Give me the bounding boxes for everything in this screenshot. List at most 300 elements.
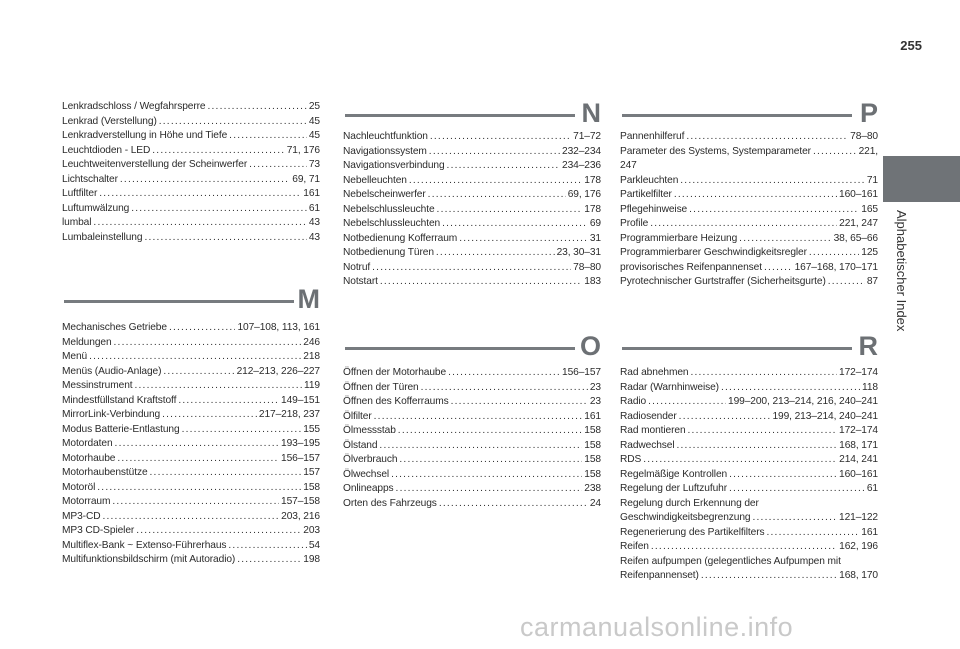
- index-entry: [62, 394, 320, 409]
- dot-leader: [228, 539, 306, 554]
- index-entry: [62, 539, 320, 554]
- index-term: Navigationsverbindung: [343, 160, 445, 171]
- index-page-ref: 118: [862, 381, 878, 393]
- index-entry: [343, 246, 601, 261]
- index-entry: [620, 261, 878, 276]
- index-entry: [620, 130, 878, 145]
- index-term: Notbedienung Kofferraum: [343, 232, 458, 244]
- index-term: Ölmessstab: [343, 425, 396, 436]
- index-term: Radwechsel: [620, 439, 675, 451]
- index-term: Menüs (Audio-Anlage): [62, 365, 162, 377]
- index-entry: [343, 366, 601, 381]
- index-page-ref: 125: [861, 247, 878, 258]
- index-entry: [62, 115, 320, 130]
- index-term: Luftfilter: [62, 188, 98, 199]
- dot-leader: [391, 468, 582, 483]
- index-term: Motordaten: [62, 438, 113, 449]
- dot-leader: [739, 232, 831, 247]
- dot-leader: [374, 410, 583, 425]
- dot-leader: [97, 481, 301, 496]
- index-term: Lichtschalter: [62, 173, 118, 185]
- index-page-ref: 38, 65–66: [833, 232, 878, 244]
- section-rule: [64, 300, 294, 303]
- dot-leader: [809, 246, 859, 261]
- index-page-ref: 156–157: [281, 452, 320, 464]
- index-entry: [62, 144, 320, 159]
- index-entry: [62, 495, 320, 510]
- index-page-ref: 218: [303, 351, 320, 362]
- index-page-ref: 168, 171: [839, 439, 878, 451]
- index-entry: [62, 408, 320, 423]
- index-page-ref: 25: [308, 101, 320, 112]
- index-page-ref: 167–168, 170–171: [794, 261, 878, 273]
- dot-leader: [451, 395, 588, 410]
- index-term: Regelmäßige Kontrollen: [620, 468, 728, 480]
- index-term: Menü: [62, 351, 88, 362]
- index-entry: [62, 202, 320, 217]
- index-entry: [62, 158, 320, 173]
- dot-leader: [677, 439, 838, 454]
- index-term: Messinstrument: [62, 380, 133, 391]
- index-entry: [343, 381, 601, 396]
- index-term: Parameter des Systems, Systemparameter: [620, 145, 811, 157]
- dot-leader: [229, 129, 307, 144]
- index-entry: [62, 365, 320, 380]
- dot-leader: [380, 275, 582, 290]
- index-term: Nebelschlussleuchten: [343, 218, 441, 229]
- dot-leader: [114, 336, 302, 351]
- index-page-ref: 234–236: [562, 160, 601, 171]
- index-page-ref: 69, 176: [567, 189, 601, 200]
- dot-leader: [442, 217, 588, 232]
- dot-leader: [163, 365, 234, 380]
- index-term: Pannenhilferuf: [620, 131, 685, 142]
- index-term: Mechanisches Getriebe: [62, 322, 167, 333]
- side-tab: [883, 156, 960, 202]
- index-page-ref: 193–195: [281, 438, 320, 449]
- index-entry: [620, 555, 878, 570]
- dot-leader: [152, 144, 284, 159]
- index-page-ref: 217–218, 237: [258, 409, 320, 420]
- index-page-ref: 203: [303, 525, 320, 536]
- dot-leader: [686, 130, 848, 145]
- index-term: Luftumwälzung: [62, 202, 130, 214]
- index-page-ref: 199, 213–214, 240–241: [772, 410, 878, 422]
- section-header-o: [343, 333, 601, 363]
- dot-leader: [828, 275, 865, 290]
- index-page-ref: 199–200, 213–214, 216, 240–241: [728, 396, 878, 407]
- index-term: Öffnen der Türen: [343, 381, 419, 393]
- section-letter: P: [859, 98, 878, 128]
- index-entry: [62, 466, 320, 481]
- index-term: Meldungen: [62, 336, 112, 348]
- index-term: Pflegehinweise: [620, 203, 688, 215]
- index-term: Programmierbarer Geschwindigkeitsregler: [620, 247, 807, 258]
- index-page-ref: 71: [866, 174, 878, 186]
- index-term: Leuchtweitenverstellung der Scheinwerfer: [62, 159, 248, 170]
- index-term: Partikelfilter: [620, 189, 672, 200]
- dot-leader: [144, 231, 306, 246]
- index-page-ref: 69, 71: [292, 173, 320, 185]
- dot-leader: [701, 569, 837, 584]
- dot-leader: [767, 526, 860, 541]
- index-term: Regelung der Luftzufuhr: [620, 483, 728, 494]
- index-column-1-top: [62, 100, 320, 245]
- index-page-ref: 183: [584, 276, 601, 287]
- section-rule: [345, 114, 575, 117]
- index-page-ref: 232–234: [562, 145, 601, 157]
- index-entry: [62, 216, 320, 231]
- index-page-ref: 31: [589, 232, 601, 244]
- index-page-ref: 78–80: [573, 261, 601, 273]
- index-page-ref: 61: [308, 202, 320, 214]
- index-page-ref: 23, 30–31: [556, 247, 601, 258]
- index-page-ref: 107–108, 113, 161: [237, 322, 320, 333]
- index-entry: [343, 232, 601, 247]
- index-entry: [620, 174, 878, 189]
- dot-leader: [409, 174, 582, 189]
- index-page-ref: 161: [861, 526, 878, 538]
- section-letter: N: [581, 98, 601, 128]
- index-term: Regenerierung des Partikelfilters: [620, 526, 765, 538]
- index-entry: [620, 540, 878, 555]
- index-entry: [620, 569, 878, 584]
- index-entry: [620, 188, 878, 203]
- index-term: Reifenpannenset): [620, 570, 699, 581]
- dot-leader: [89, 350, 301, 365]
- index-page-ref: 203, 216: [281, 510, 320, 522]
- index-page-ref: 168, 170: [839, 570, 878, 581]
- dot-leader: [680, 174, 865, 189]
- index-entry: [62, 423, 320, 438]
- index-entry: [62, 173, 320, 188]
- index-entry: [62, 336, 320, 351]
- dot-leader: [102, 510, 279, 525]
- index-entry: [620, 468, 878, 483]
- index-page-ref: 178: [584, 203, 601, 215]
- index-entry: [62, 350, 320, 365]
- index-term: Ölstand: [343, 439, 378, 451]
- index-term: Radiosender: [620, 410, 677, 422]
- index-entry: [620, 453, 878, 468]
- index-page-ref: 24: [589, 497, 601, 509]
- dot-leader: [437, 203, 583, 218]
- dot-leader: [729, 468, 837, 483]
- index-term: Nachleuchtfunktion: [343, 131, 428, 142]
- index-page-ref: 87: [866, 276, 878, 287]
- index-page-ref: 119: [304, 380, 320, 391]
- index-term: Reifen: [620, 541, 649, 552]
- dot-leader: [182, 423, 302, 438]
- index-entry: [62, 231, 320, 246]
- index-term: Regelung durch Erkennung der: [620, 497, 759, 509]
- index-entry: [343, 410, 601, 425]
- index-entry: [62, 524, 320, 539]
- index-entry: [62, 379, 320, 394]
- dot-leader: [112, 495, 279, 510]
- index-page-ref: 162, 196: [839, 541, 878, 552]
- index-term: Leuchtdioden - LED: [62, 144, 151, 156]
- index-page-ref: 43: [308, 217, 320, 228]
- dot-leader: [447, 159, 560, 174]
- index-term: Radio: [620, 396, 647, 407]
- dot-leader: [131, 202, 307, 217]
- index-term: Radar (Warnhinweise): [620, 381, 719, 393]
- index-term: Motorraum: [62, 496, 111, 507]
- section-header-r: [620, 333, 878, 363]
- index-page-ref: 69: [589, 218, 601, 229]
- index-term: Notruf: [343, 261, 371, 273]
- section-header-n: [343, 100, 601, 130]
- watermark: carmanualsonline.info: [520, 612, 794, 642]
- index-entry: [62, 100, 320, 115]
- index-entry: [620, 424, 878, 439]
- index-page-ref: 158: [584, 439, 601, 451]
- index-entry: [343, 145, 601, 160]
- section-header-m: [62, 286, 320, 316]
- dot-leader: [93, 216, 306, 231]
- index-entry: [343, 468, 601, 483]
- index-entry: [620, 246, 878, 261]
- index-term: Navigationssystem: [343, 145, 427, 157]
- section-letter: O: [579, 331, 601, 361]
- index-page-ref: 45: [308, 130, 320, 141]
- dot-leader: [430, 130, 571, 145]
- index-term: MP3-CD: [62, 510, 101, 522]
- index-page-ref: 71, 176: [286, 144, 320, 156]
- index-entry: [620, 366, 878, 381]
- dot-leader: [448, 366, 560, 381]
- index-term: 247: [620, 160, 637, 171]
- index-entry: [620, 511, 878, 526]
- index-entry: [620, 497, 878, 512]
- section-header-p: [620, 100, 878, 130]
- dot-leader: [643, 453, 837, 468]
- index-term: Multifunktionsbildschirm (mit Autoradio): [62, 554, 236, 565]
- dot-leader: [207, 100, 306, 115]
- index-column-1-m: [62, 321, 320, 568]
- index-entry: [343, 453, 601, 468]
- index-page-ref: 221,: [858, 145, 878, 157]
- index-term: Profile: [620, 218, 649, 229]
- index-page-ref: 149–151: [281, 394, 320, 406]
- dot-leader: [159, 115, 307, 130]
- index-term: Nebelschlussleuchte: [343, 203, 435, 215]
- dot-leader: [721, 381, 860, 396]
- page-number: 255: [900, 38, 922, 53]
- dot-leader: [679, 410, 771, 425]
- dot-leader: [150, 466, 302, 481]
- index-term: lumbal: [62, 217, 92, 228]
- dot-leader: [169, 321, 236, 336]
- index-term: Nebelleuchten: [343, 174, 407, 186]
- index-entry: [620, 145, 878, 160]
- index-entry: [620, 410, 878, 425]
- index-page-ref: 121–122: [839, 512, 878, 523]
- index-term: Multiflex-Bank ~ Extenso-Führerhaus: [62, 539, 227, 551]
- dot-leader: [689, 203, 859, 218]
- index-term: Ölverbrauch: [343, 454, 398, 465]
- dot-leader: [650, 217, 837, 232]
- index-term: Motoröl: [62, 481, 96, 493]
- index-entry: [620, 439, 878, 454]
- index-entry: [343, 159, 601, 174]
- section-letter: M: [297, 284, 320, 314]
- index-page-ref: 45: [308, 115, 320, 127]
- index-entry: [620, 275, 878, 290]
- index-entry: [343, 130, 601, 145]
- index-page-ref: 158: [584, 468, 601, 480]
- index-page-ref: 73: [308, 159, 320, 170]
- index-entry: [620, 381, 878, 396]
- dot-leader: [249, 158, 307, 173]
- dot-leader: [688, 424, 838, 439]
- dot-leader: [399, 453, 582, 468]
- index-column-2-n: [343, 130, 601, 290]
- index-entry: [343, 203, 601, 218]
- index-entry: [343, 261, 601, 276]
- index-page-ref: 158: [584, 425, 601, 436]
- dot-leader: [120, 173, 290, 188]
- index-term: MP3 CD-Spieler: [62, 525, 135, 536]
- section-rule: [622, 114, 852, 117]
- index-term: Öffnen der Motorhaube: [343, 367, 447, 378]
- index-entry: [62, 452, 320, 467]
- dot-leader: [396, 482, 583, 497]
- side-label: Alphabetischer Index: [894, 210, 909, 332]
- index-entry: [343, 174, 601, 189]
- index-column-3-r: [620, 366, 878, 584]
- index-term: Mindestfüllstand Kraftstoff: [62, 394, 177, 406]
- dot-leader: [379, 439, 582, 454]
- index-term: Parkleuchten: [620, 174, 679, 186]
- index-entry: [343, 482, 601, 497]
- index-column-3-p: [620, 130, 878, 290]
- index-page-ref: 23: [589, 381, 601, 393]
- dot-leader: [764, 261, 793, 276]
- index-entry: [343, 188, 601, 203]
- dot-leader: [421, 381, 588, 396]
- index-entry: [343, 217, 601, 232]
- index-term: Motorhaube: [62, 452, 116, 464]
- index-entry: [62, 321, 320, 336]
- index-page-ref: 198: [303, 554, 320, 565]
- dot-leader: [690, 366, 837, 381]
- dot-leader: [115, 437, 279, 452]
- index-term: Geschwindigkeitsbegrenzung: [620, 512, 751, 523]
- dot-leader: [162, 408, 257, 423]
- index-term: Reifen aufpumpen (gelegentliches Aufpumpen mit: [620, 555, 841, 567]
- dot-leader: [674, 188, 837, 203]
- index-term: provisorisches Reifenpannenset: [620, 261, 762, 273]
- index-entry: [343, 439, 601, 454]
- index-page-ref: 78–80: [850, 131, 878, 142]
- index-page-ref: 214, 241: [839, 454, 878, 465]
- dot-leader: [372, 261, 571, 276]
- index-page-ref: 158: [303, 481, 320, 493]
- dot-leader: [117, 452, 279, 467]
- index-entry: [62, 553, 320, 568]
- index-page-ref: 54: [308, 539, 320, 551]
- index-entry: [620, 395, 878, 410]
- index-page-ref: 71–72: [573, 131, 601, 142]
- dot-leader: [813, 145, 857, 160]
- index-term: Motorhaubenstütze: [62, 467, 148, 478]
- index-page-ref: 246: [303, 336, 320, 348]
- index-term: Lenkradschloss / Wegfahrsperre: [62, 101, 206, 112]
- index-entry: [343, 424, 601, 439]
- dot-leader: [237, 553, 301, 568]
- index-entry: [62, 510, 320, 525]
- index-page-ref: 157: [303, 467, 320, 478]
- dot-leader: [178, 394, 279, 409]
- dot-leader: [436, 246, 555, 261]
- dot-leader: [135, 379, 303, 394]
- index-term: Ölfilter: [343, 410, 372, 422]
- index-page-ref: 238: [584, 483, 601, 494]
- index-entry: [62, 437, 320, 452]
- index-entry: [620, 232, 878, 247]
- dot-leader: [439, 497, 588, 512]
- index-page-ref: 155: [303, 423, 320, 435]
- index-page-ref: 212–213, 226–227: [236, 365, 320, 377]
- index-page-ref: 160–161: [839, 468, 878, 480]
- index-entry: [62, 187, 320, 202]
- index-term: Modus Batterie-Entlastung: [62, 423, 180, 435]
- section-letter: R: [858, 331, 878, 361]
- dot-leader: [753, 511, 838, 526]
- index-term: Orten des Fahrzeugs: [343, 497, 437, 509]
- index-page-ref: 158: [584, 454, 601, 465]
- index-entry: [62, 481, 320, 496]
- index-page-ref: 172–174: [839, 367, 878, 378]
- dot-leader: [428, 188, 566, 203]
- dot-leader: [729, 482, 865, 497]
- index-entry: [620, 482, 878, 497]
- index-term: Notbedienung Türen: [343, 247, 434, 258]
- index-page-ref: 157–158: [281, 496, 320, 507]
- index-page-ref: 43: [308, 231, 320, 243]
- index-term: Öffnen des Kofferraums: [343, 396, 449, 407]
- index-page-ref: 61: [866, 483, 878, 494]
- index-entry: [620, 203, 878, 218]
- index-term: MirrorLink-Verbindung: [62, 409, 161, 420]
- dot-leader: [136, 524, 301, 539]
- index-entry: [343, 395, 601, 410]
- dot-leader: [459, 232, 588, 247]
- index-page-ref: 156–157: [562, 367, 601, 378]
- index-term: Notstart: [343, 276, 378, 287]
- index-entry: [620, 217, 878, 232]
- index-term: Onlineapps: [343, 483, 394, 494]
- section-rule: [345, 347, 575, 350]
- index-page-ref: 161: [584, 410, 601, 422]
- index-term: Programmierbare Heizung: [620, 232, 738, 244]
- index-term: Rad montieren: [620, 425, 686, 436]
- index-page-ref: 23: [589, 396, 601, 407]
- index-term: RDS: [620, 454, 642, 465]
- dot-leader: [651, 540, 837, 555]
- dot-leader: [398, 424, 583, 439]
- index-term: Rad abnehmen: [620, 367, 689, 378]
- index-term: Pyrotechnischer Gurtstraffer (Sicherheitsgurte): [620, 276, 826, 287]
- index-page-ref: 160–161: [839, 189, 878, 200]
- index-page-ref: 178: [584, 174, 601, 186]
- index-term: Lenkrad (Verstellung): [62, 115, 157, 127]
- index-entry: [343, 275, 601, 290]
- dot-leader: [648, 395, 726, 410]
- index-page-ref: 165: [861, 203, 878, 215]
